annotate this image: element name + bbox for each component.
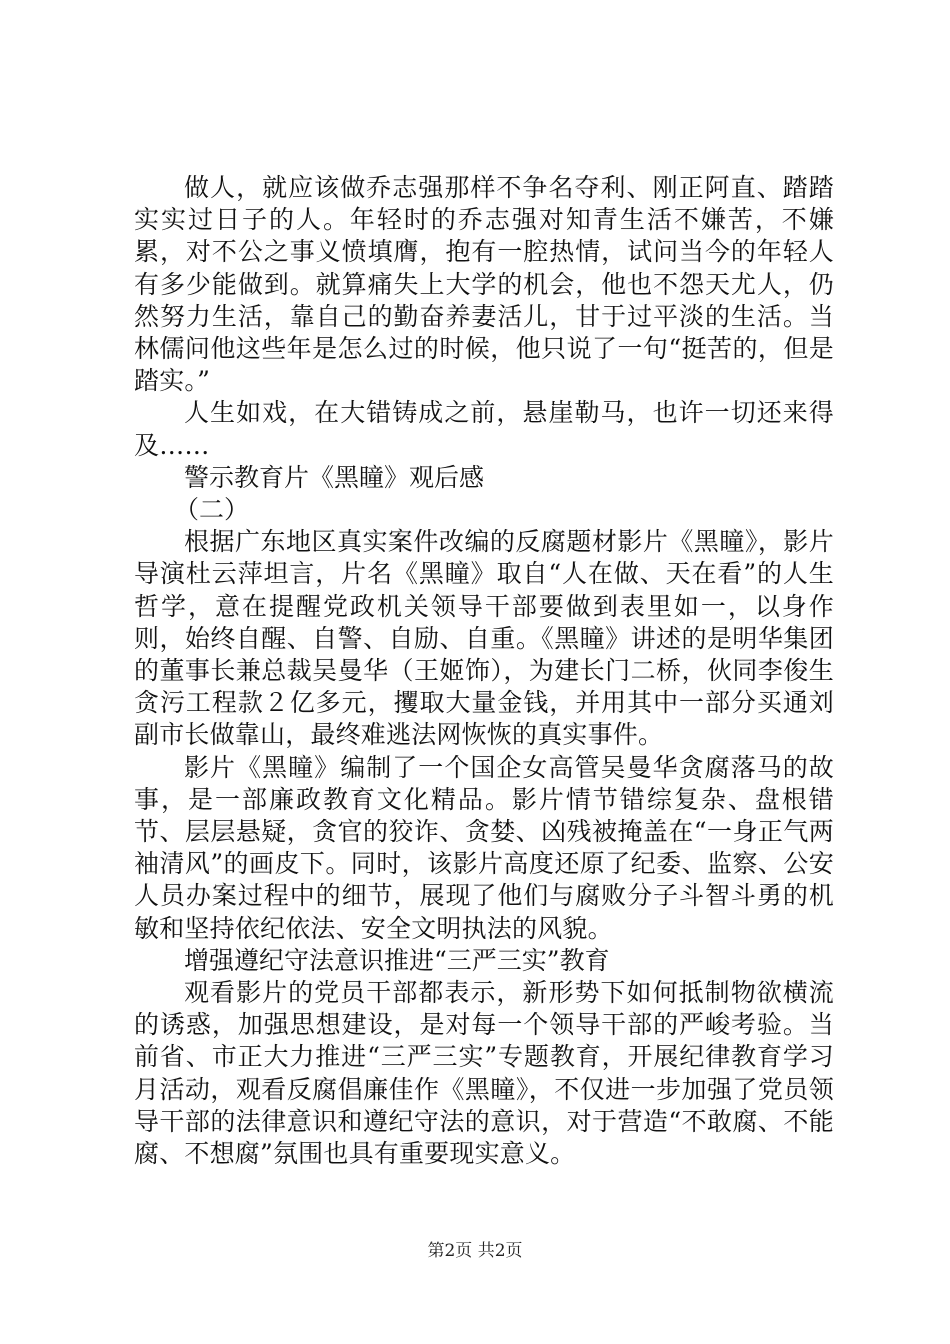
document-body — [134, 172, 834, 1170]
section-heading: 增强遵纪守法意识推进“三严三实”教育 — [184, 945, 610, 975]
page-number-footer: 第2页 共2页 — [427, 1241, 523, 1261]
essay-subtitle: （二） — [174, 495, 250, 525]
essay-title: 警示教育片《黑瞳》观后感 — [184, 462, 485, 492]
paragraph-qiao-zhiqiang: 做人，就应该做乔志强那样不争名夺利、刚正阿直、踏踏实实过日子的人。年轻时的乔志强对知青生活不嫌苦，不嫌累，对不公之事义愤填膺，抱有一腔热情，试问当今的年轻人有多少能做到。就算痛失上大学的机会，他也不怨天尤人，仍然努力生活，靠自己的勤奋养妻活儿，甘于过平淡的生活。当林儒问他这些年是怎么过的时候，他只说了一句“挺苦的，但是踏实。” — [134, 173, 834, 396]
paragraph-film-background: 根据广东地区真实案件改编的反腐题材影片《黑瞳》，影片导演杜云萍坦言，片名《黑瞳》取自“人在做、天在看”的人生哲学，意在提醒党政机关领导干部要做到表里如一，以身作则，始终自醒、自警、自励、自重。《黑瞳》讲述的是明华集团的董事长兼总裁吴曼华（王姬饰），为建长门二桥，伙同李俊生贪污工程款２亿多元，攫取大量金钱，并用其中一部分买通刘副市长做靠山，最终难逃法网恢恢的真实事件。 — [134, 527, 834, 750]
paragraph-life-drama: 人生如戏，在大错铸成之前，悬崖勒马，也许一切还来得及…… — [134, 398, 834, 460]
paragraph-film-story: 影片《黑瞳》编制了一个国企女高管吴曼华贪腐落马的故事，是一部廉政教育文化精品。影片情节错综复杂、盘根错节、层层悬疑，贪官的狡诈、贪婪、凶残被掩盖在“一身正气两袖清风”的画皮下。同时，该影片高度还原了纪委、监察、公安人员办案过程中的细节，展现了他们与腐败分子斗智斗勇的机敏和坚持依纪依法、安全文明执法的风貌。 — [134, 752, 834, 943]
paragraph-closing: 观看影片的党员干部都表示，新形势下如何抵制物欲横流的诱惑，加强思想建设，是对每一个领导干部的严峻考验。当前省、市正大力推进“三严三实”专题教育，开展纪律教育学习月活动，观看反腐倡廉佳作《黑瞳》，不仅进一步加强了党员领导干部的法律意识和遵纪守法的意识，对于营造“不敢腐、不能腐、不想腐”氛围也具有重要现实意义。 — [134, 978, 834, 1169]
